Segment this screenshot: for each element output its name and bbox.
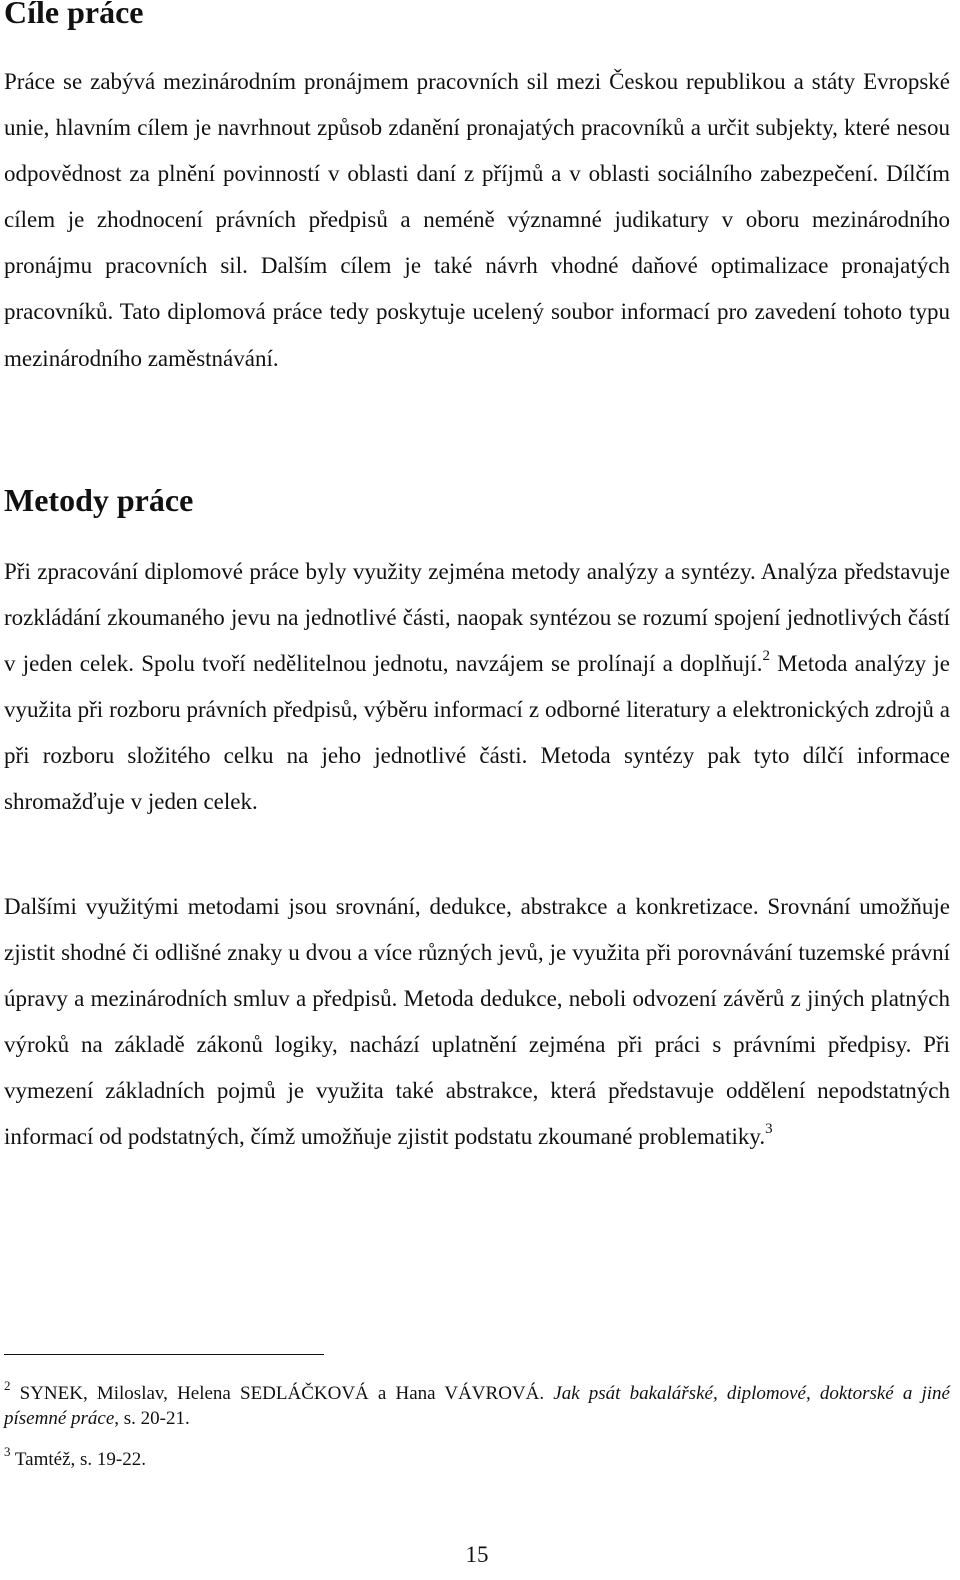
page-number: 15: [465, 1542, 489, 1567]
footnote-reference-2[interactable]: 2: [762, 647, 770, 664]
methods-paragraph-1: [4, 549, 950, 826]
goals-paragraph: Práce se zabývá mezinárodním pronájmem pracovních sil mezi Českou republikou a státy Evropské unie, hlavním cílem je navrhnout způsob zdanění pronajatých pracovníků a určit subjekty, které nesou odpovědnost za plnění povinností v oblasti daní z příjmů a v oblasti sociálního zabezpečení. Dílčím cílem je zhodnocení právních předpisů a neméně významné judikatury v oboru mezinárodního pronájmu pracovních sil. Dalším cílem je také návrh vhodné daňové optimalizace pronajatých pracovníků. Tato diplomová práce tedy poskytuje ucelený soubor informací pro zavedení tohoto typu mezinárodního zaměstnávání.: [4, 69, 950, 371]
methods-paragraph-2: [4, 884, 950, 1161]
footnote-pages: , s. 20-21.: [114, 1408, 190, 1429]
methods-paragraph-2-text: Dalšími využitými metodami jsou srovnání, dedukce, abstrakce a konkretizace. Srovnání umožňuje zjistit shodné či odlišné znaky u dvou a více různých jevů, je využita při porovnávání tuzemské právní úpravy a mezinárodních smluv a předpisů. Metoda dedukce, neboli odvození závěrů z jiných platných výroků na základě zákonů logiky, nachází uplatnění zejména při práci s právními předpisy. Při vymezení základních pojmů je využita také abstrakce, která představuje oddělení nepodstatných informací od podstatných, čímž umožňuje zjistit podstatu zkoumané problematiky.: [4, 894, 950, 1150]
footnote-text: Tamtéž, s. 19-22.: [10, 1449, 147, 1470]
footnote-2: [4, 1377, 950, 1431]
methods-paragraph-1-text-b: Metoda analýzy je využita při rozboru právních předpisů, výběru informací z odborné literatury a elektronických zdrojů a při rozboru složitého celku na jeho jednotlivé části. Metoda syntézy pak tyto dílčí informace shromažďuje v jeden celek.: [4, 651, 951, 815]
footnote-reference-3[interactable]: 3: [765, 1120, 773, 1137]
section-heading-goals: Cíle práce: [4, 0, 144, 30]
footnote-3: [4, 1443, 950, 1472]
footnote-separator: [4, 1354, 324, 1355]
footnote-book-title: Jak psát bakalářské, diplomové, doktorské a jiné písemné práce: [4, 1383, 950, 1429]
methods-paragraph-1-text-a: Při zpracování diplomové práce byly využity zejména metody analýzy a syntézy. Analýza představuje rozkládání zkoumaného jevu na jednotlivé části, naopak syntézou se rozumí spojení jednotlivých částí v jeden celek. Spolu tvoří nedělitelnou jednotu, navzájem se prolínají a doplňují.: [4, 559, 950, 677]
footnote-text: SYNEK, Miloslav, Helena SEDLÁČKOVÁ a Hana VÁVROVÁ.: [10, 1383, 554, 1404]
footnote-number: 3: [4, 1443, 11, 1459]
section-heading-methods: Metody práce: [4, 482, 194, 518]
footnote-number: 2: [4, 1377, 11, 1393]
